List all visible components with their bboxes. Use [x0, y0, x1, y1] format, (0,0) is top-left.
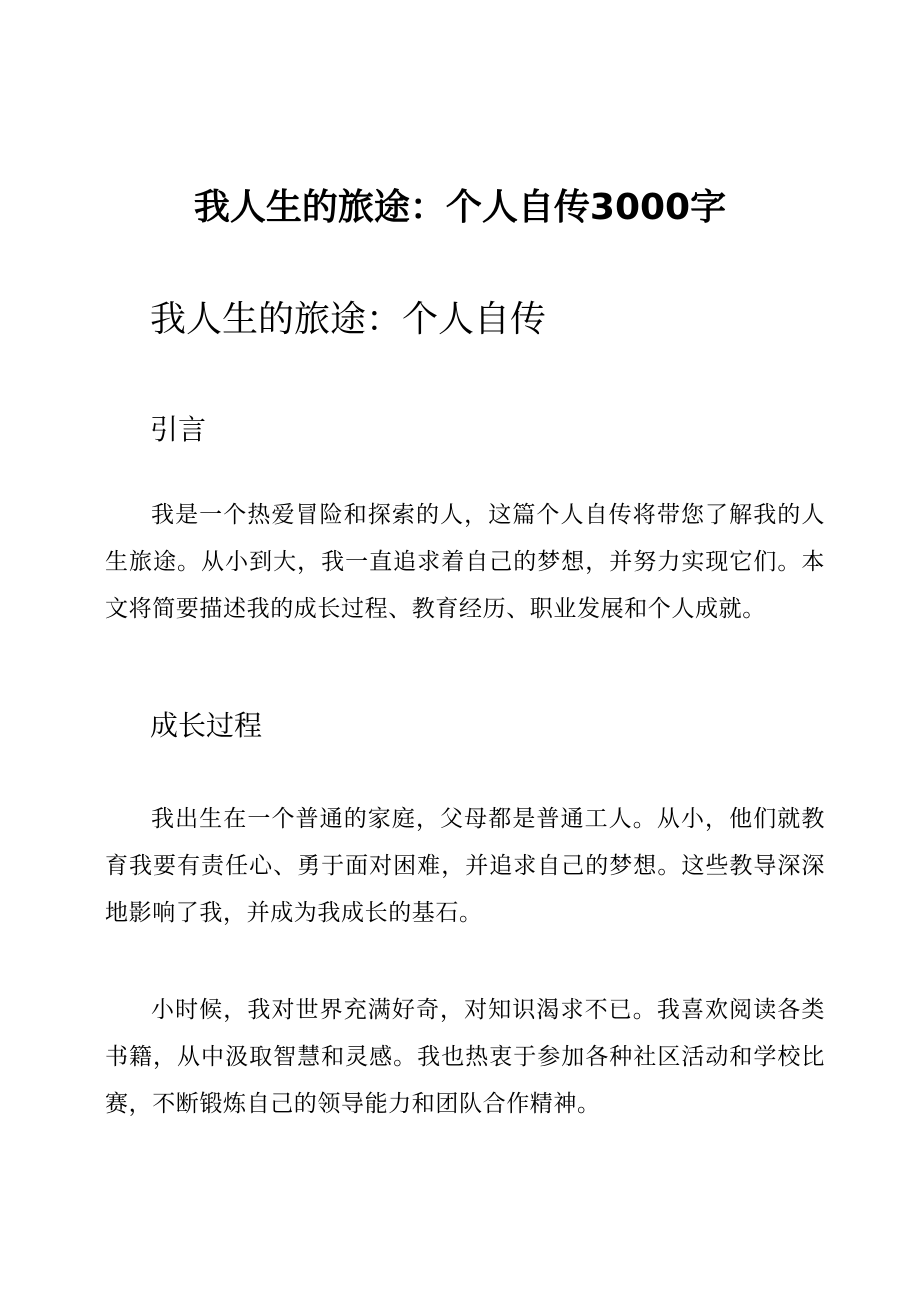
autobiography-subtitle: 我人生的旅途：个人自传 [150, 299, 547, 340]
section-heading-introduction: 引言 [150, 413, 207, 446]
section-heading-growth: 成长过程 [150, 709, 263, 742]
document-title: 我人生的旅途：个人自传3000字 [193, 187, 727, 228]
introduction-paragraph: 我是一个热爱冒险和探索的人，这篇个人自传将带您了解我的人生旅途。从小到大，我一直追求着自己的梦想，并努力实现它们。本文将简要描述我的成长过程、教育经历、职业发展和个人成就。 [105, 502, 825, 622]
growth-paragraph-family: 我出生在一个普通的家庭，父母都是普通工人。从小，他们就教育我要有责任心、勇于面对困难，并追求自己的梦想。这些教导深深地影响了我，并成为我成长的基石。 [105, 806, 825, 926]
growth-paragraph-childhood: 小时候，我对世界充满好奇，对知识渴求不已。我喜欢阅读各类书籍，从中汲取智慧和灵感。我也热衷于参加各种社区活动和学校比赛，不断锻炼自己的领导能力和团队合作精神。 [105, 997, 825, 1117]
